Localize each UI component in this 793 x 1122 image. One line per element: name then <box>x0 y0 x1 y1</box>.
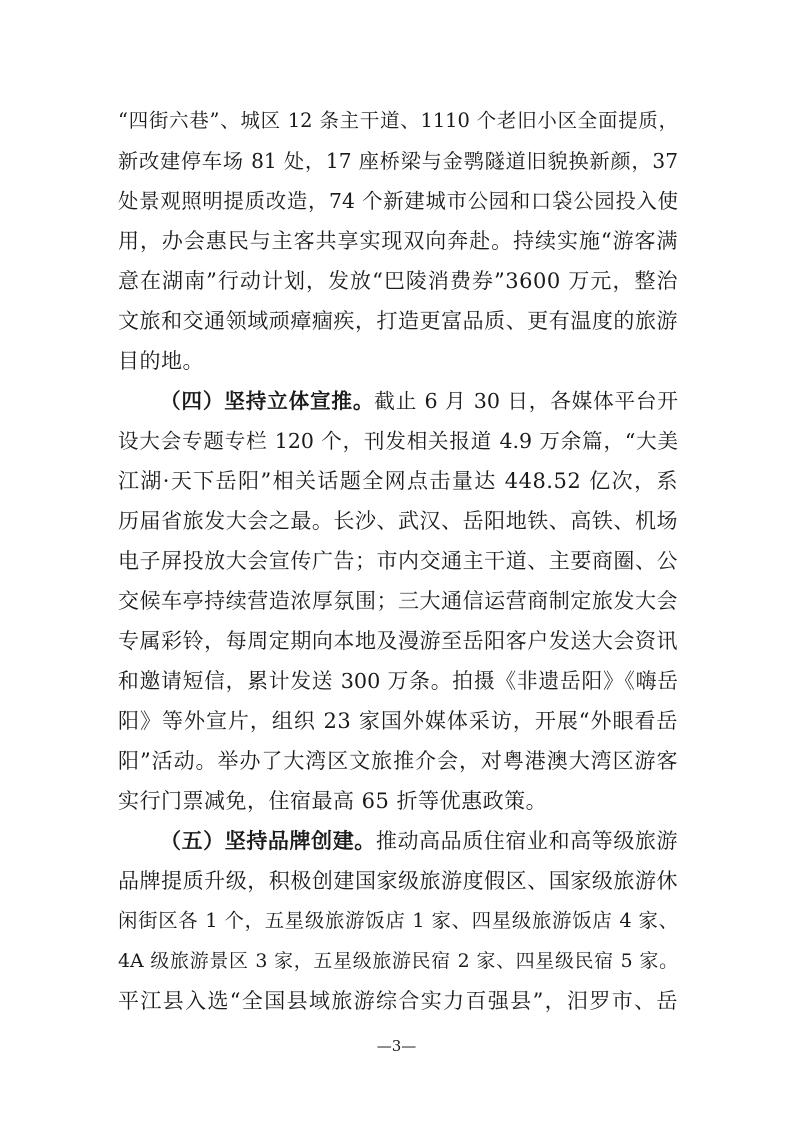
paragraph-line: 文旅和交通领域顽瘴痼疾，打造更富品质、更有温度的旅游 <box>118 309 678 333</box>
paragraph-line: 电子屏投放大会宣传广告；市内交通主干道、主要商圈、公 <box>118 549 678 573</box>
paragraph-line: 实行门票减免，住宿最高 65 折等优惠政策。 <box>118 789 548 813</box>
section-5-first-line-text: 推动高品质住宿业和高等级旅游 <box>375 829 679 853</box>
paragraph-line: 品牌提质升级，积极创建国家级旅游度假区、国家级旅游休 <box>118 869 678 893</box>
paragraph-line: “四街六巷”、城区 12 条主干道、1110 个老旧小区全面提质， <box>118 109 678 132</box>
paragraph-line: 平江县入选“全国县域旅游综合实力百强县”，汨罗市、岳 <box>118 989 678 1013</box>
paragraph-line: 设大会专题专栏 120 个，刊发相关报道 4.9 万余篇，“大美 <box>118 429 678 453</box>
page-number: —3— <box>376 1037 417 1055</box>
paragraph-line: 和邀请短信，累计发送 300 万条。拍摄《非遗岳阳》《嗨岳 <box>118 669 678 693</box>
section-4-heading: （四）坚持立体宣推。 <box>160 389 375 413</box>
paragraph-line: 江湖·天下岳阳”相关话题全网点击量达 448.52 亿次，系 <box>118 469 678 493</box>
paragraph-line: 新改建停车场 81 处，17 座桥梁与金鹗隧道旧貌换新颜，37 <box>118 149 678 173</box>
section-5-first-line <box>160 826 678 856</box>
paragraph-line: 用，办会惠民与主客共享实现双向奔赴。持续实施“游客满 <box>118 229 678 253</box>
section-4-first-line-text: 截止 6 月 30 日，各媒体平台开 <box>374 389 678 413</box>
paragraph-line: 历届省旅发大会之最。长沙、武汉、岳阳地铁、高铁、机场 <box>118 509 678 533</box>
paragraph-line: 交候车亭持续营造浓厚氛围；三大通信运营商制定旅发大会 <box>118 589 678 613</box>
paragraph-line: 意在湖南”行动计划，发放“巴陵消费券”3600 万元，整治 <box>118 269 678 293</box>
paragraph-line: 目的地。 <box>118 349 204 373</box>
section-4-first-line <box>160 386 678 416</box>
paragraph-line: 阳》等外宣片，组织 23 家国外媒体采访，开展“外眼看岳 <box>118 709 678 733</box>
paragraph-line: 专属彩铃，每周定期向本地及漫游至岳阳客户发送大会资讯 <box>118 629 678 653</box>
paragraph-line: 闲街区各 1 个，五星级旅游饭店 1 家、四星级旅游饭店 4 家、 <box>118 909 678 932</box>
paragraph-line: 阳”活动。举办了大湾区文旅推介会，对粤港澳大湾区游客 <box>118 749 678 773</box>
section-5-heading: （五）坚持品牌创建。 <box>160 828 376 853</box>
paragraph-line: 4A 级旅游景区 3 家，五星级旅游民宿 2 家、四星级民宿 5 家。 <box>118 950 678 972</box>
paragraph-line: 处景观照明提质改造，74 个新建城市公园和口袋公园投入使 <box>118 189 678 213</box>
